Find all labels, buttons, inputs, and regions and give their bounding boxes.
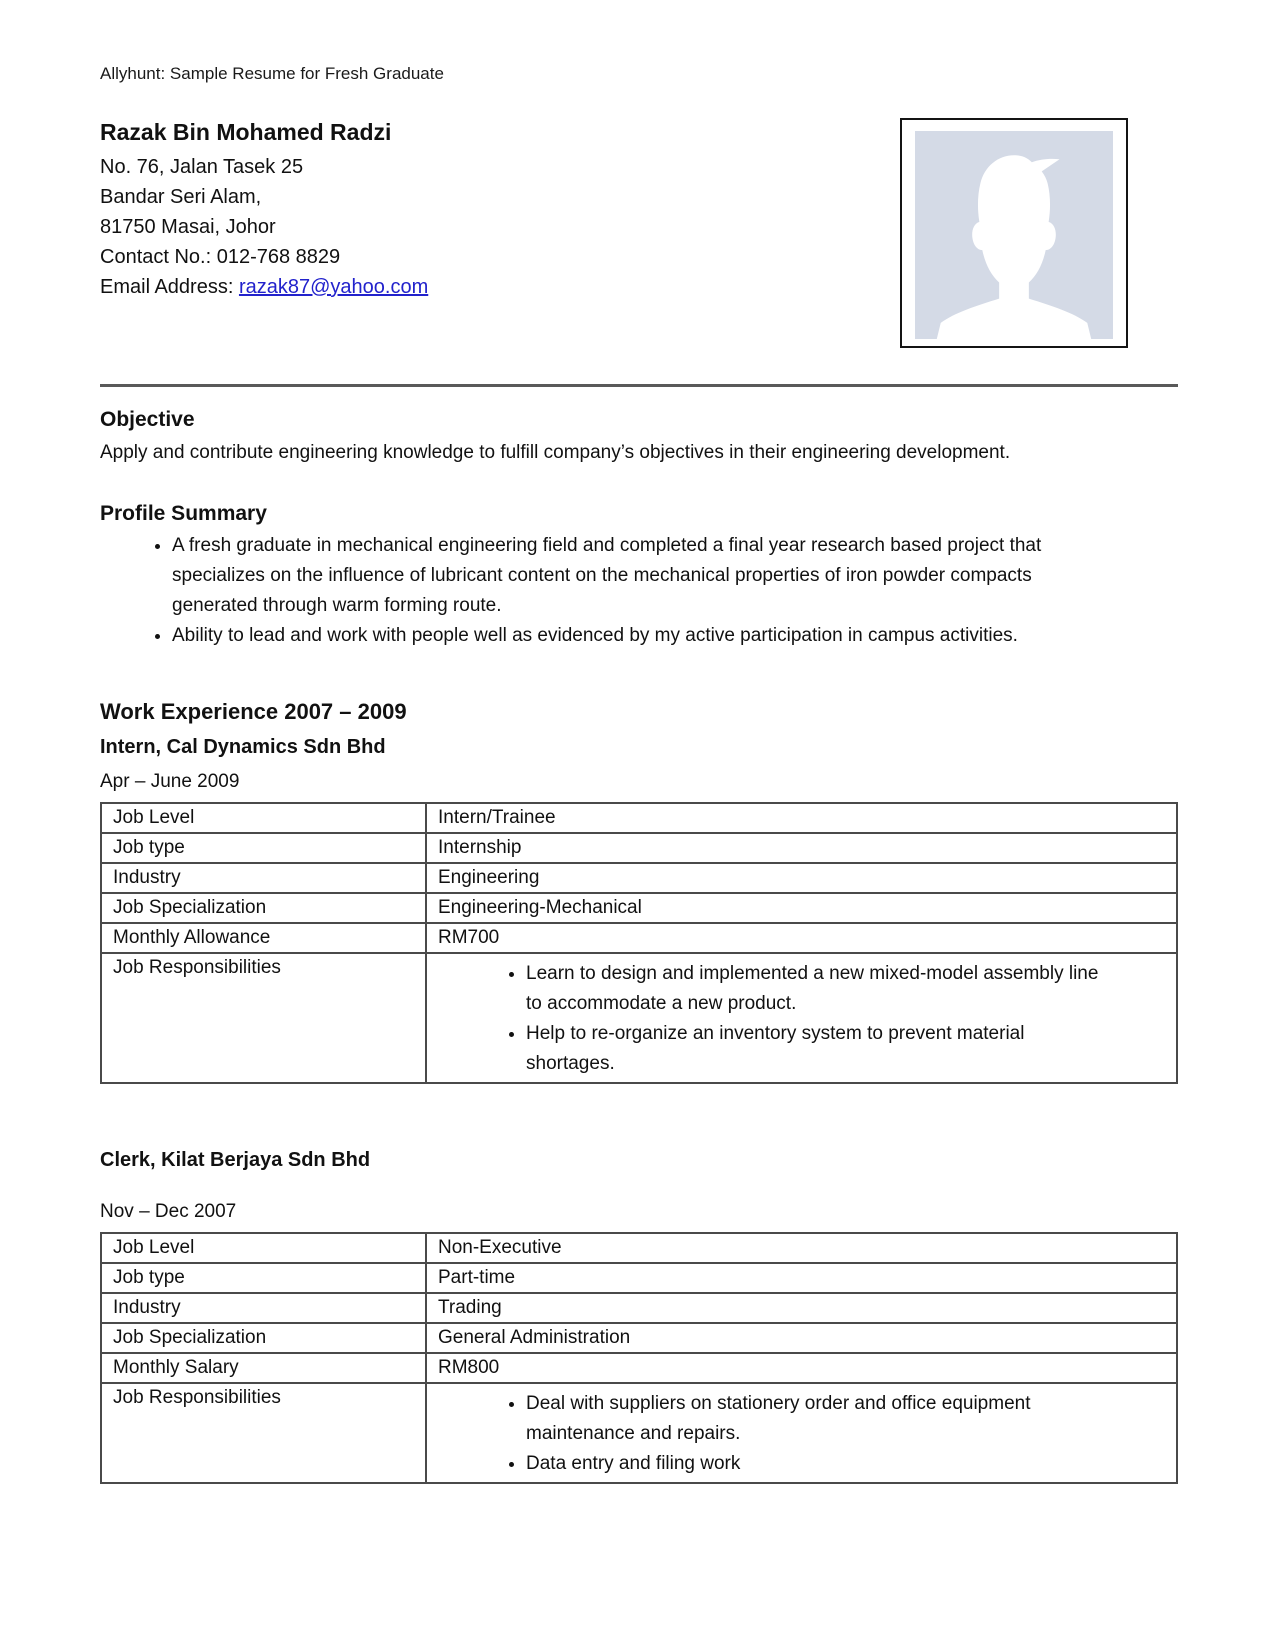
table-value-cell: General Administration <box>426 1323 1177 1353</box>
responsibilities-list <box>438 959 1165 1079</box>
job-block-clerk <box>100 1148 1178 1484</box>
responsibility-item: • Help to re-organize an inventory system to prevent material shortages. <box>526 1019 1111 1079</box>
table-value-cell: Internship <box>426 833 1177 863</box>
email-link[interactable]: razak87@yahoo.com <box>238 276 429 298</box>
person-silhouette-icon <box>915 131 1113 339</box>
profile-bullet: • Ability to lead and work with people well as evidenced by my active participation in campus activities. <box>172 621 1107 651</box>
identity-block <box>100 118 900 302</box>
responsibility-item: • Deal with suppliers on stationery order and office equipment maintenance and repairs. <box>526 1389 1111 1449</box>
table-label-cell: Job Responsibilities <box>101 953 426 1083</box>
table-label-cell: Industry <box>101 863 426 893</box>
document-title: Allyhunt: Sample Resume for Fresh Graduate <box>100 64 444 83</box>
profile-summary-list <box>100 531 1178 651</box>
table-row <box>101 1353 1177 1383</box>
profile-photo-placeholder <box>900 118 1128 348</box>
table-label-cell: Job Specialization <box>101 1323 426 1353</box>
resume-header <box>100 118 1178 348</box>
job-title: Clerk, Kilat Berjaya Sdn Bhd <box>100 1149 371 1171</box>
table-row <box>101 1293 1177 1323</box>
job-period: Nov – Dec 2007 <box>100 1201 237 1222</box>
work-experience-heading: Work Experience 2007 – 2009 <box>100 699 407 724</box>
table-label-cell: Industry <box>101 1293 426 1323</box>
table-value-cell: Engineering-Mechanical <box>426 893 1177 923</box>
table-label-cell: Job Level <box>101 803 426 833</box>
responsibilities-cell <box>426 953 1177 1083</box>
profile-bullet: • A fresh graduate in mechanical engineering field and completed a final year research based project that specializes on the influence of lubricant content on the mechanical properties of iron powder compacts generated through warm forming route. <box>172 531 1107 621</box>
table-value-cell: RM800 <box>426 1353 1177 1383</box>
header-divider <box>100 384 1178 387</box>
table-value-cell: Intern/Trainee <box>426 803 1177 833</box>
email-label: Email Address: <box>100 276 239 298</box>
table-row <box>101 1323 1177 1353</box>
responsibilities-cell <box>426 1383 1177 1483</box>
address-line-2: Bandar Seri Alam, <box>100 186 262 208</box>
table-row <box>101 953 1177 1083</box>
objective-heading: Objective <box>100 408 195 431</box>
job-block-intern <box>100 735 1178 1084</box>
table-label-cell: Monthly Salary <box>101 1353 426 1383</box>
address-line-1: No. 76, Jalan Tasek 25 <box>100 156 304 178</box>
job-details-table <box>100 1232 1178 1484</box>
table-row <box>101 1263 1177 1293</box>
job-details-table <box>100 802 1178 1084</box>
table-row <box>101 1233 1177 1263</box>
table-value-cell: Engineering <box>426 863 1177 893</box>
profile-summary-heading: Profile Summary <box>100 502 267 525</box>
candidate-name: Razak Bin Mohamed Radzi <box>100 119 392 145</box>
responsibility-item: • Learn to design and implemented a new mixed-model assembly line to accommodate a new product. <box>526 959 1111 1019</box>
job-title: Intern, Cal Dynamics Sdn Bhd <box>100 736 386 758</box>
table-value-cell: Non-Executive <box>426 1233 1177 1263</box>
table-row <box>101 803 1177 833</box>
table-label-cell: Job type <box>101 833 426 863</box>
table-value-cell: RM700 <box>426 923 1177 953</box>
table-row <box>101 863 1177 893</box>
table-value-cell: Part-time <box>426 1263 1177 1293</box>
phone-line: Contact No.: 012-768 8829 <box>100 246 341 268</box>
job-period: Apr – June 2009 <box>100 771 240 792</box>
table-label-cell: Job Responsibilities <box>101 1383 426 1483</box>
table-label-cell: Job Level <box>101 1233 426 1263</box>
table-row <box>101 1383 1177 1483</box>
table-row <box>101 833 1177 863</box>
table-row <box>101 923 1177 953</box>
table-row <box>101 893 1177 923</box>
responsibilities-list <box>438 1389 1165 1479</box>
address-line-3: 81750 Masai, Johor <box>100 216 276 238</box>
table-label-cell: Job Specialization <box>101 893 426 923</box>
email-line <box>100 272 900 302</box>
responsibility-item: • Data entry and filing work <box>526 1449 1111 1479</box>
table-label-cell: Monthly Allowance <box>101 923 426 953</box>
table-value-cell: Trading <box>426 1293 1177 1323</box>
objective-text: Apply and contribute engineering knowledge to fulfill company’s objectives in their engineering development. <box>100 442 1011 463</box>
table-label-cell: Job type <box>101 1263 426 1293</box>
